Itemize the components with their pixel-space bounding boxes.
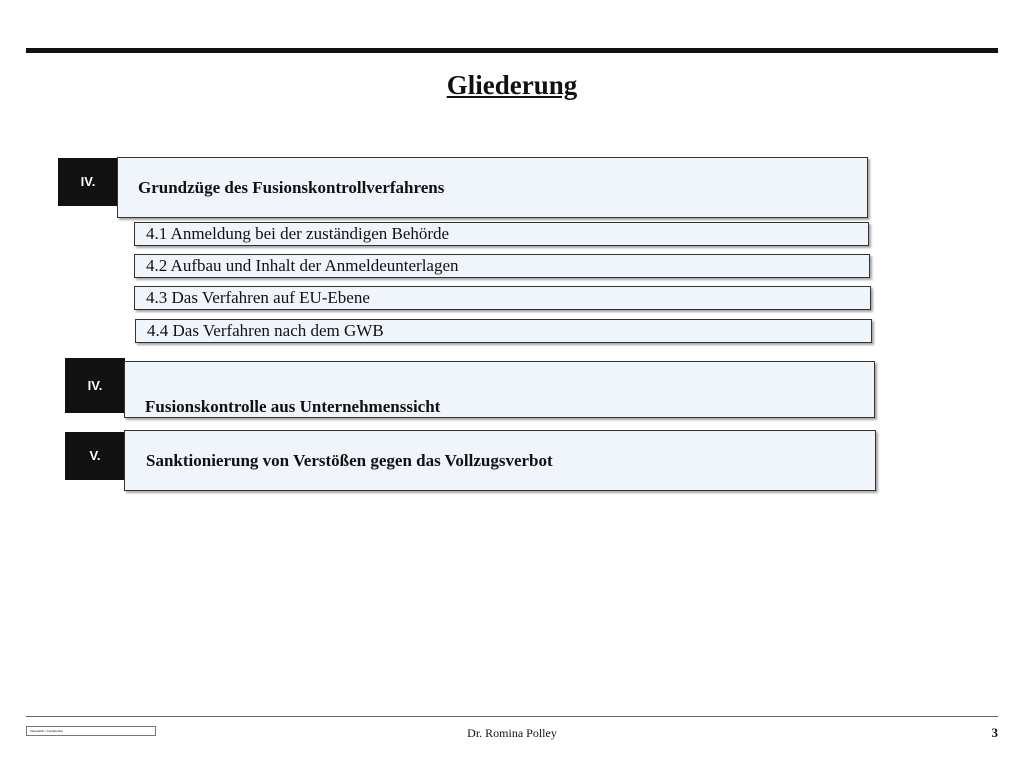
section-heading: Grundzüge des Fusionskontrollverfahrens xyxy=(138,178,445,197)
section-heading-box xyxy=(124,361,875,418)
top-rule xyxy=(26,48,998,53)
page-number: 3 xyxy=(991,725,998,740)
footer-author: Dr. Romina Polley xyxy=(467,726,557,740)
subsection-item: 4.4 Das Verfahren nach dem GWB xyxy=(135,319,872,343)
section-number-badge: V. xyxy=(65,432,125,480)
section-number-badge: IV. xyxy=(65,358,125,413)
bottom-rule xyxy=(26,716,998,717)
subsection-item: 4.1 Anmeldung bei der zuständigen Behörde xyxy=(134,222,869,246)
footer-disclaimer: Vertraulich / Confidential xyxy=(26,726,156,736)
slide-title: Gliederung xyxy=(446,70,578,100)
section-number-badge: IV. xyxy=(58,158,118,206)
section-heading: Fusionskontrolle aus Unternehmenssicht xyxy=(145,397,441,416)
section-heading-box xyxy=(117,157,868,218)
section-heading-box xyxy=(124,430,876,491)
section-heading: Sanktionierung von Verstößen gegen das Vollzugsverbot xyxy=(146,451,553,470)
subsection-item: 4.3 Das Verfahren auf EU-Ebene xyxy=(134,286,871,310)
subsection-item: 4.2 Aufbau und Inhalt der Anmeldeunterlagen xyxy=(134,254,870,278)
